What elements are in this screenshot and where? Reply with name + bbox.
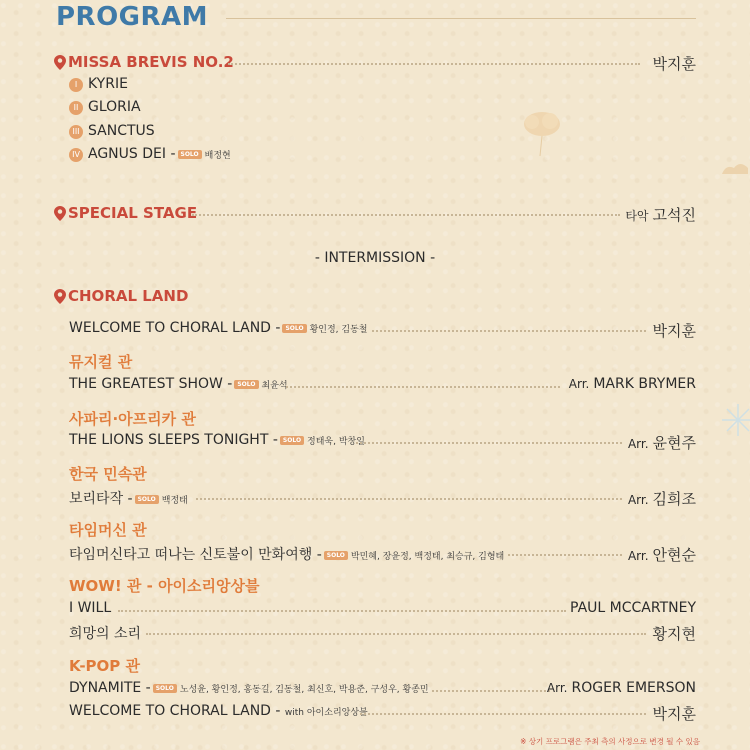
soloist-names: 박민혜, 장윤정, 백정태, 최승규, 김형태: [350, 552, 505, 562]
solo-badge: SOLO: [324, 551, 348, 560]
intermission-label: - INTERMISSION -: [314, 250, 436, 266]
arranger-prefix: Arr.: [627, 493, 649, 507]
credit-name: 윤현주: [652, 434, 696, 452]
leader-dots: [118, 610, 566, 612]
program-row: [0, 679, 750, 701]
program-row: [0, 431, 750, 453]
roman-numeral-icon: II: [69, 101, 83, 115]
leader-dots: [196, 498, 622, 500]
section-missa-brevis: [0, 52, 750, 74]
piece-title: THE GREATEST SHOW -: [69, 376, 233, 392]
program-row: [0, 702, 750, 724]
subsection-title: K-POP 관: [69, 657, 140, 675]
arranger-prefix: Arr.: [568, 377, 590, 391]
leader-dots: [192, 214, 620, 216]
piece-title: WELCOME TO CHORAL LAND -: [69, 703, 281, 719]
balloon-decoration: [520, 110, 564, 160]
arranger-prefix: Arr.: [627, 437, 649, 451]
with-ensemble: with 아이소리앙상블: [284, 708, 368, 718]
subsection-title: 타임머신 관: [69, 521, 147, 539]
roman-numeral-icon: III: [69, 125, 83, 139]
movement-name: AGNUS DEI -: [88, 146, 176, 162]
soloist-names: 백정태: [161, 496, 188, 506]
movement-name: SANCTUS: [88, 123, 155, 139]
arranger-prefix: Arr.: [546, 681, 568, 695]
performer-name: 박지훈: [652, 55, 696, 73]
section-choral-land: [0, 286, 750, 308]
movement-item: [69, 146, 231, 162]
leader-dots: [356, 442, 622, 444]
subsection-title: 뮤지컬 관: [69, 353, 133, 371]
credit-name: MARK BRYMER: [593, 376, 696, 392]
credit-name: 황지현: [652, 625, 696, 643]
footnote: ※ 상기 프로그램은 주최 측의 사정으로 변경 될 수 있음: [520, 737, 700, 746]
leader-dots: [360, 713, 646, 715]
solo-badge: SOLO: [135, 495, 159, 504]
credit-name: 박지훈: [652, 705, 696, 723]
credit-name: ROGER EMERSON: [571, 680, 696, 696]
piece-title: DYNAMITE -: [69, 680, 151, 696]
section-special-stage: [0, 203, 750, 225]
subsection-title: 사파리·아프리카 관: [69, 410, 196, 428]
soloist-names: 황인정, 김동철: [309, 325, 368, 335]
soloist-names: 배정현: [204, 151, 231, 161]
movement-name: GLORIA: [88, 99, 141, 115]
arranger-prefix: Arr.: [627, 549, 649, 563]
program-row: [0, 319, 750, 341]
credit-name: 안현순: [652, 546, 696, 564]
soloist-names: 최윤석: [261, 381, 288, 391]
pin-icon: [54, 206, 66, 221]
section-title: SPECIAL STAGE: [68, 204, 198, 222]
solo-badge: SOLO: [280, 436, 304, 445]
soloist-names: 노성윤, 황인정, 홍동길, 김동철, 최신호, 박용준, 구성우, 황종민: [179, 685, 429, 695]
credit-name: 박지훈: [652, 322, 696, 340]
piece-title: 타임머신타고 떠나는 신토불이 만화여행 -: [69, 547, 322, 563]
program-row: [0, 487, 750, 509]
piece-title: THE LIONS SLEEPS TONIGHT -: [69, 432, 278, 448]
leader-dots: [146, 633, 646, 635]
movement-name: KYRIE: [88, 76, 128, 92]
solo-badge: SOLO: [234, 380, 258, 389]
movement-item: [69, 123, 155, 139]
roman-numeral-icon: I: [69, 78, 83, 92]
section-title: CHORAL LAND: [68, 287, 189, 305]
leader-dots: [508, 554, 622, 556]
pin-icon: [54, 289, 66, 304]
cloud-decoration: [720, 160, 750, 176]
leader-dots: [372, 330, 646, 332]
pin-icon: [54, 55, 66, 70]
soloist-names: 정태욱, 박창일: [307, 437, 365, 447]
subsection-title: WOW! 관 - 아이소리앙상블: [69, 577, 260, 595]
credit-name: PAUL MCCARTNEY: [570, 600, 696, 616]
program-row: [0, 543, 750, 565]
roman-numeral-icon: IV: [69, 148, 83, 162]
performer-role: 타악: [625, 209, 649, 223]
program-row: [0, 375, 750, 397]
section-title: MISSA BREVIS NO.2: [68, 53, 234, 71]
piece-title: 희망의 소리: [69, 626, 142, 642]
leader-dots: [286, 386, 560, 388]
movement-item: [69, 99, 141, 115]
piece-title: 보리타작 -: [69, 491, 133, 507]
solo-badge: SOLO: [178, 150, 202, 159]
movement-item: [69, 76, 128, 92]
title-divider: [226, 18, 696, 19]
subsection-title: 한국 민속관: [69, 465, 147, 483]
credit-name: 김희조: [652, 490, 696, 508]
leader-dots: [228, 63, 640, 65]
piece-title: WELCOME TO CHORAL LAND -: [69, 320, 281, 336]
program-row: [0, 622, 750, 644]
performer-name: 고석진: [652, 206, 696, 224]
program-row: [0, 599, 750, 621]
page-title: PROGRAM: [56, 2, 209, 32]
solo-badge: SOLO: [282, 324, 306, 333]
piece-title: I WILL: [69, 600, 112, 616]
solo-badge: SOLO: [153, 684, 177, 693]
leader-dots: [432, 690, 550, 692]
